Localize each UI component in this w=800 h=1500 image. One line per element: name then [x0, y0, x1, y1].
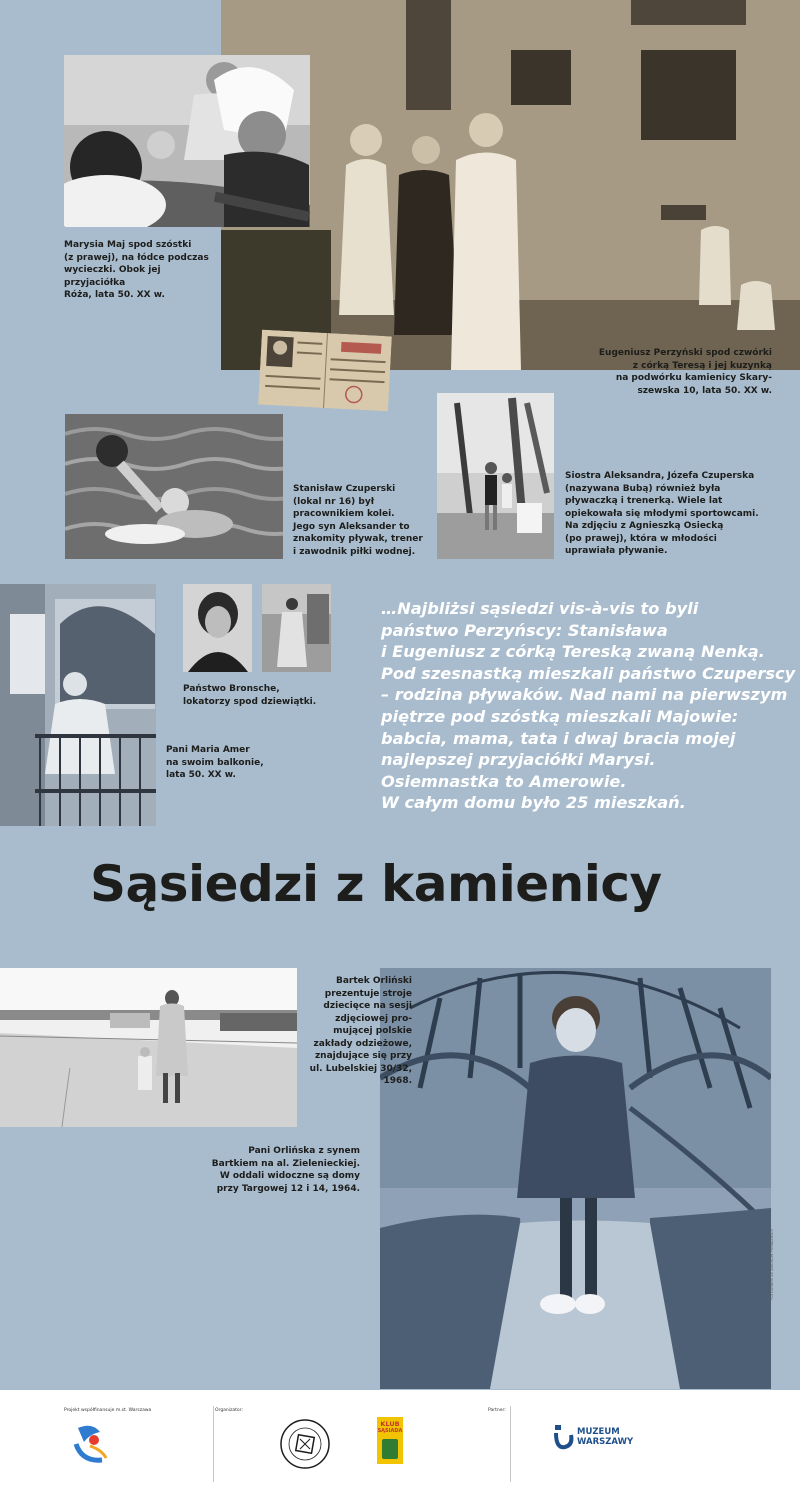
logo-muzeum-warszawy: MUZEUM WARSZAWY: [553, 1423, 643, 1453]
caption-czuperski: Stanisław Czuperski (lokal nr 16) był pracownikiem kolei. Jego syn Aleksander to znakomity pływak, trener i zawodnik piłki wodnej.: [293, 484, 423, 557]
klub-emblem-icon: [382, 1439, 398, 1459]
logo-fundacja-seal: [279, 1418, 331, 1470]
sponsor-footer: [0, 1390, 800, 1500]
photo-boat-maj: [64, 55, 310, 227]
divider: [213, 1406, 214, 1482]
photo-railway-id-document: [258, 330, 392, 412]
caption-maj: Marysia Maj spod szóstki (z prawej), na łódce podczas wycieczki. Obok jej przyjaciółka Róża, lata 50. XX w.: [64, 240, 209, 300]
divider: [510, 1406, 511, 1482]
logo-klub-sasiada: KLUB SĄSIADA: [377, 1417, 403, 1464]
photo-bronsche-man: [262, 584, 331, 672]
muzeum-mermaid-icon: [553, 1423, 575, 1451]
photo-bronsche-woman: [183, 584, 252, 672]
photo-street-orlinska: [0, 968, 297, 1127]
caption-orlinska: Pani Orlińska z synem Bartkiem na al. Zielenieckiej. W oddali widoczne są domy przy Targowej 12 i 14, 1964.: [211, 1146, 360, 1194]
photo-credit: FOTOGRAFIE ZE ZBIORÓW PRYWATNYCH: [770, 1228, 774, 1300]
caption-siostra: Siostra Aleksandra, Józefa Czuperska (nazywana Bubą) również była pływaczką i trenerką. Wiele lat opiekowała się młodymi sportowcami. Na zdjęciu z Agnieszką Osiecką (po prawej), która w młodości uprawiała pływanie.: [565, 471, 759, 556]
logo-zakochaj-sie-w-warszawie: [72, 1422, 112, 1468]
page-title: Sąsiedzi z kamienicy: [90, 855, 662, 913]
caption-bronsche: Państwo Bronsche, lokatorzy spod dziewiątki.: [183, 684, 317, 707]
memoir-quote: …Najbliżsi sąsiedzi vis-à-vis to byli państwo Perzyńscy: Stanisława i Eugeniusz z córką Tereską zwaną Nenką. Pod szesnastką mieszkali państwo Czuperscy – rodzina pływaków. Nad nami na pierwszym piętrze pod szóstką mieszkali Majowie: babcia, mama, tata i dwaj bracia mojej najlepszej przyjaciółki Marysi. Osiemnastka to Amerowie. W całym domu było 25 mieszkań.: [381, 599, 796, 813]
photo-bartek-portrait: [380, 968, 771, 1389]
photo-balcony-amer: [0, 584, 156, 826]
photo-swimmers-osiecka: [437, 393, 554, 559]
label-organizer: Organizator:: [215, 1408, 243, 1413]
caption-amer: Pani Maria Amer na swoim balkonie, lata 50. XX w.: [166, 745, 264, 780]
label-partner: Partner:: [488, 1408, 506, 1413]
caption-bartek: Bartek Orliński prezentuje stroje dziecięce na sesji zdjęciowej pro- mującej polskie zakłady odzieżowe, znajdujące się przy ul. Lubelskiej 30/32, 1968.: [309, 976, 412, 1086]
caption-perzynski: Eugeniusz Perzyński spod czwórki z córką Teresą i jej kuzynką na podwórku kamienicy Skary- szewska 10, lata 50. XX w.: [598, 348, 772, 396]
label-cofinance: Projekt współfinansuje m.st. Warszawa: [64, 1408, 152, 1413]
photo-water-polo-player: [65, 414, 283, 559]
